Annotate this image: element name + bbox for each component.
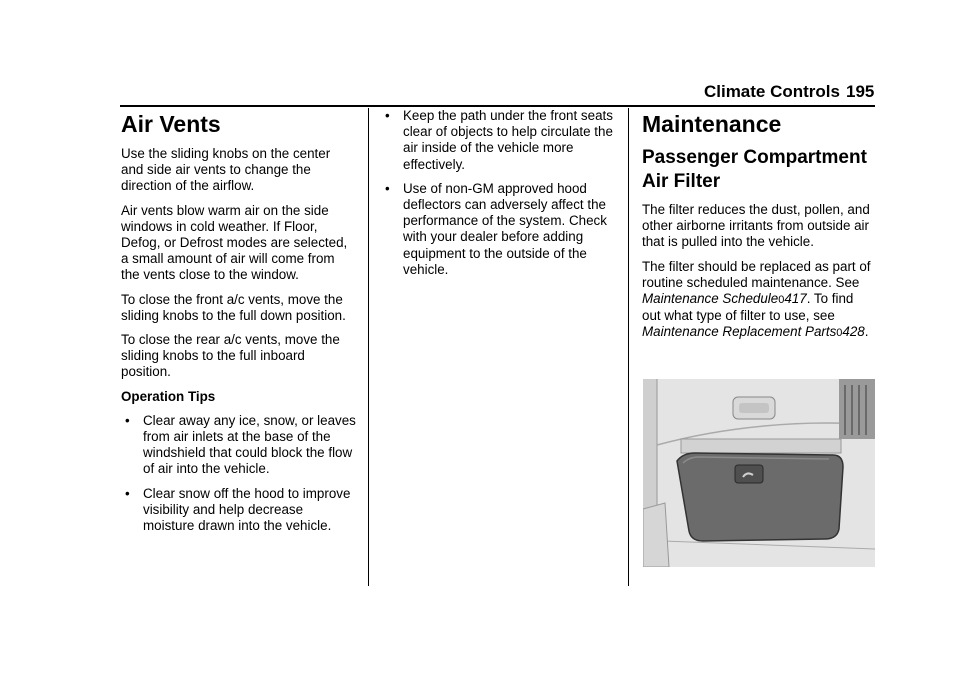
maintenance-heading: Maintenance — [642, 111, 782, 137]
bullet-icon: • — [385, 108, 390, 123]
maintenance-replacement-parts-link[interactable]: Maintenance Replacement Parts — [642, 324, 837, 340]
page-arrow-icon: 0 — [836, 327, 843, 340]
paragraph-with-references — [642, 259, 875, 342]
paragraph: Use the sliding knobs on the center and side air vents to change the direction of the airflow. — [121, 146, 331, 194]
list-item-text: Keep the path under the front seats clear of objects to help circulate the air inside of the vehicle more effectively. — [403, 108, 613, 172]
list-item — [121, 413, 356, 478]
column-2 — [381, 108, 615, 286]
list-item — [381, 181, 615, 278]
bullet-icon: • — [125, 485, 130, 501]
list-item-text: Clear away any ice, snow, or leaves from air inlets at the base of the windshield that could block the flow of air into the vehicle. — [143, 412, 356, 477]
section-title: Climate Controls — [703, 82, 840, 101]
maintenance-schedule-link[interactable]: Maintenance Schedule — [642, 291, 779, 307]
text: . — [864, 324, 869, 340]
column-divider-2 — [628, 108, 629, 586]
paragraph: The filter reduces the dust, pollen, and other airborne irritants from outside air that is pulled into the vehicle. — [642, 202, 870, 250]
operation-tips-heading: Operation Tips — [121, 388, 216, 404]
page-number: 195 — [846, 82, 875, 101]
page-header — [0, 82, 960, 106]
air-filter-heading: Passenger Compartment Air Filter — [642, 147, 867, 192]
column-1 — [121, 108, 356, 542]
page-reference[interactable]: 428 — [842, 324, 865, 340]
text: The filter should be replaced as part of routine scheduled maintenance. See — [642, 258, 871, 290]
text: . To find out what type of filter to use, see — [642, 291, 854, 324]
glovebox-illustration — [643, 379, 875, 567]
paragraph: To close the front a/c vents, move the sliding knobs to the full down position. — [121, 291, 346, 323]
paragraph: To close the rear a/c vents, move the sliding knobs to the full inboard position. — [121, 332, 340, 380]
bullet-icon: • — [385, 180, 390, 196]
column-divider-1 — [368, 108, 369, 586]
page-arrow-icon: 0 — [778, 294, 785, 307]
paragraph: Air vents blow warm air on the side windows in cold weather. If Floor, Defog, or Defrost modes are selected, a small amount of air will come from the vents close to the window. — [121, 202, 348, 283]
column-3 — [642, 108, 875, 350]
air-vents-heading: Air Vents — [121, 111, 221, 137]
page-reference[interactable]: 417 — [784, 291, 807, 307]
header-rule — [120, 105, 875, 107]
list-item-text: Clear snow off the hood to improve visibility and help decrease moisture drawn into the vehicle. — [143, 485, 351, 534]
glovebox-icon — [643, 379, 875, 567]
bullet-icon: • — [125, 412, 130, 428]
list-item — [121, 486, 356, 535]
list-item-text: Use of non-GM approved hood deflectors can adversely affect the performance of the system. Check with your dealer before adding equipment to the outside of the vehicle. — [403, 180, 607, 277]
list-item — [381, 108, 615, 173]
